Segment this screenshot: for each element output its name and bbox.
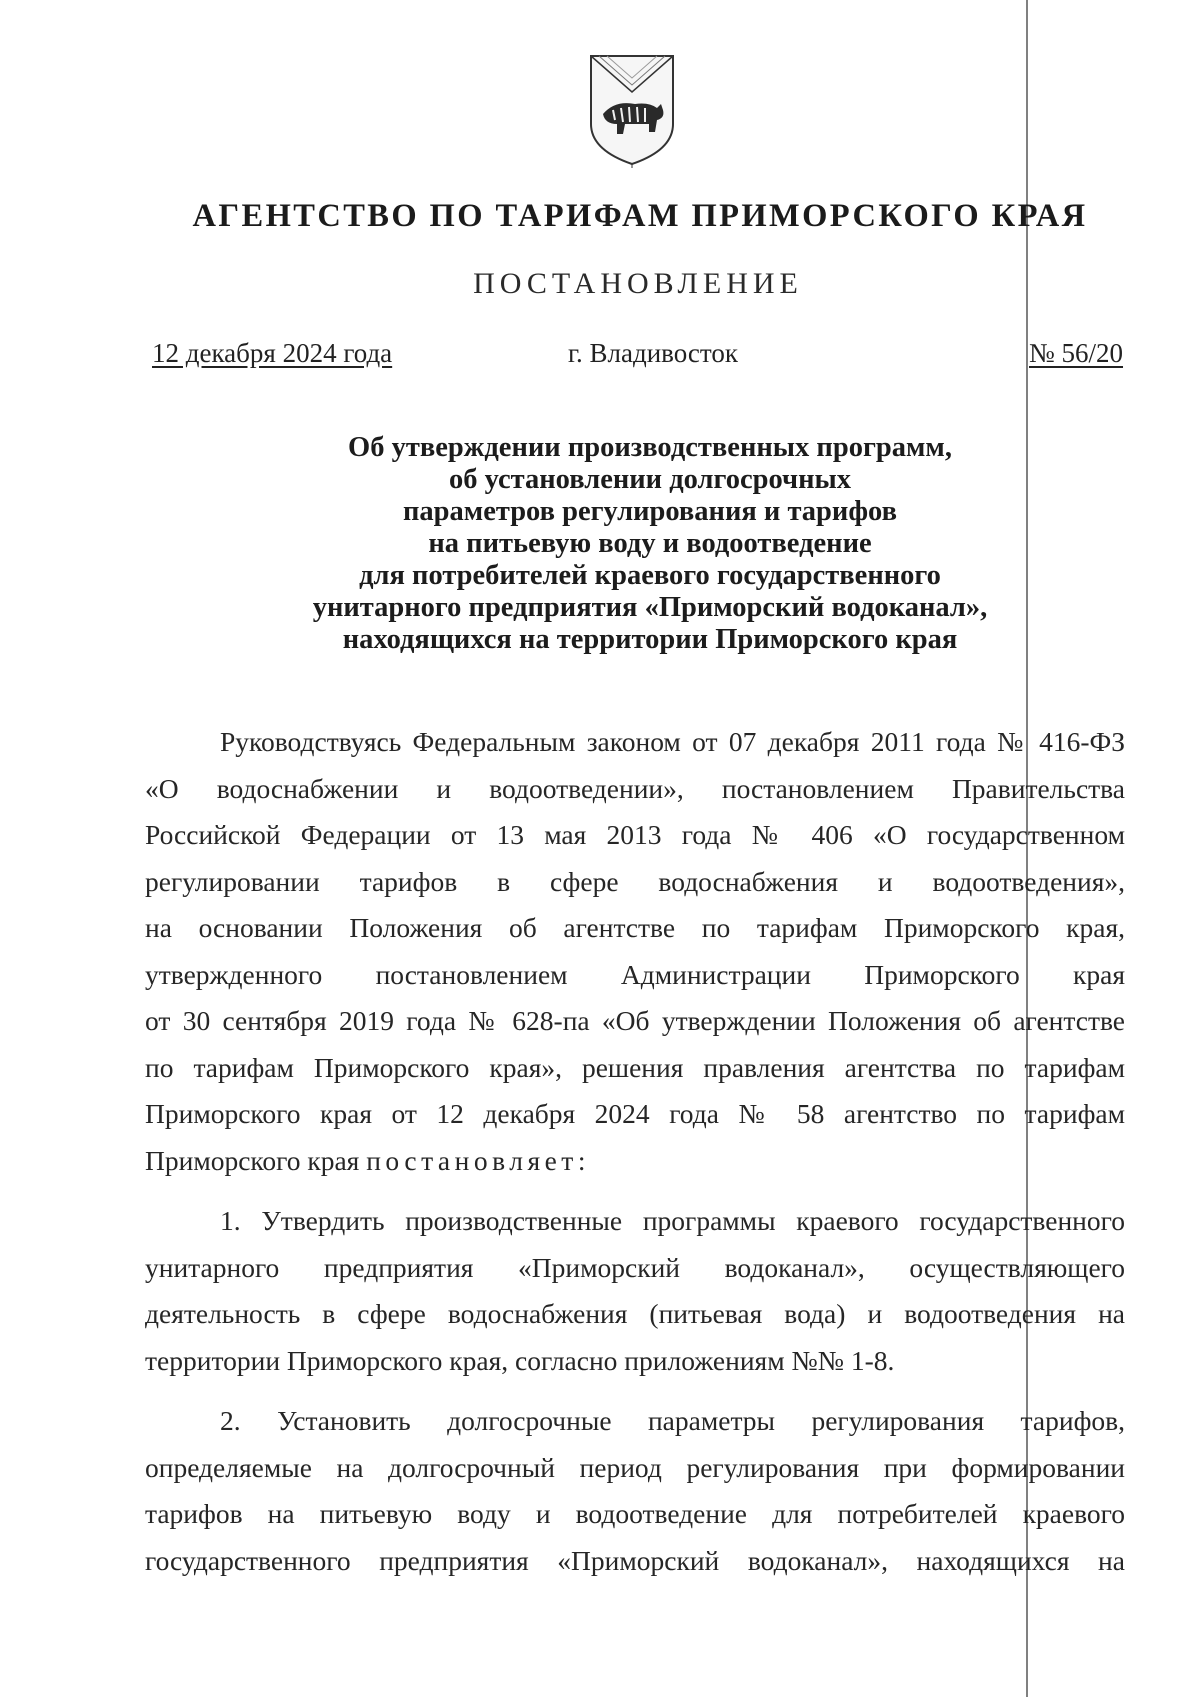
title-line: унитарного предприятия «Приморский водоканал», [312,592,988,623]
preamble-paragraph [145,719,1125,1184]
title-line: параметров регулирования и тарифов [403,496,897,527]
resolves-word: постановляет: [366,1144,590,1176]
text-line: «О водоснабжении и водоотведении», постановлением Правительства [145,772,1125,804]
document-type: ПОСТАНОВЛЕНИЕ [473,267,803,300]
text-line: деятельность в сфере водоснабжения (питьевая вода) и водоотведения на [145,1298,1125,1329]
document-body [145,719,1125,1584]
text-line: Руководствуясь Федеральным законом от 07 декабря 2011 года № 416-ФЗ [220,726,1125,757]
text-line: на основании Положения об агентстве по тарифам Приморского края, [145,912,1125,943]
text-line: территории Приморского края, согласно приложениям №№ 1-8. [145,1344,895,1376]
document-number: № 56/20 [1029,338,1124,368]
document-date: 12 декабря 2024 года [152,338,393,368]
text-line: утвержденного постановлением Администрации Приморского края [145,958,1125,990]
text-line: тарифов на питьевую воду и водоотведение для потребителей краевого [145,1498,1125,1529]
text-line: определяемые на долгосрочный период регулирования при формировании [145,1451,1125,1483]
item-1-paragraph [145,1198,1125,1384]
item-2-paragraph [145,1398,1125,1584]
text-line: унитарного предприятия «Приморский водоканал», осуществляющего [145,1251,1125,1283]
document-title [150,432,1150,656]
document-city: г. Владивосток [568,338,738,368]
title-line: об установлении долгосрочных [448,464,852,495]
title-line: на питьевую воду и водоотведение [428,528,872,559]
text-line [145,1138,1125,1185]
text-line: Российской Федерации от 13 мая 2013 года № 406 «О государственном [145,819,1125,850]
title-line: Об утверждении производственных программ, [348,432,952,463]
coat-of-arms-emblem [585,52,679,168]
text-line: Приморского края от 12 декабря 2024 года № 58 агентство по тарифам [145,1098,1125,1129]
text-line: государственного предприятия «Приморский водоканал», находящихся на [145,1544,1125,1576]
title-line: для потребителей краевого государственного [359,560,941,591]
text-line: регулировании тарифов в сфере водоснабжения и водоотведения», [145,865,1125,897]
title-line: находящихся на территории Приморского края [342,624,958,655]
agency-name: АГЕНТСТВО ПО ТАРИФАМ ПРИМОРСКОГО КРАЯ [192,198,1088,234]
text-line: 1. Утвердить производственные программы краевого государственного [220,1205,1125,1236]
text-line: от 30 сентября 2019 года № 628-па «Об утверждении Положения об агентстве [145,1005,1125,1036]
text-fragment: Приморского края [145,1144,367,1176]
text-line: 2. Установить долгосрочные параметры регулирования тарифов, [220,1405,1125,1436]
text-line: по тарифам Приморского края», решения правления агентства по тарифам [145,1051,1125,1083]
